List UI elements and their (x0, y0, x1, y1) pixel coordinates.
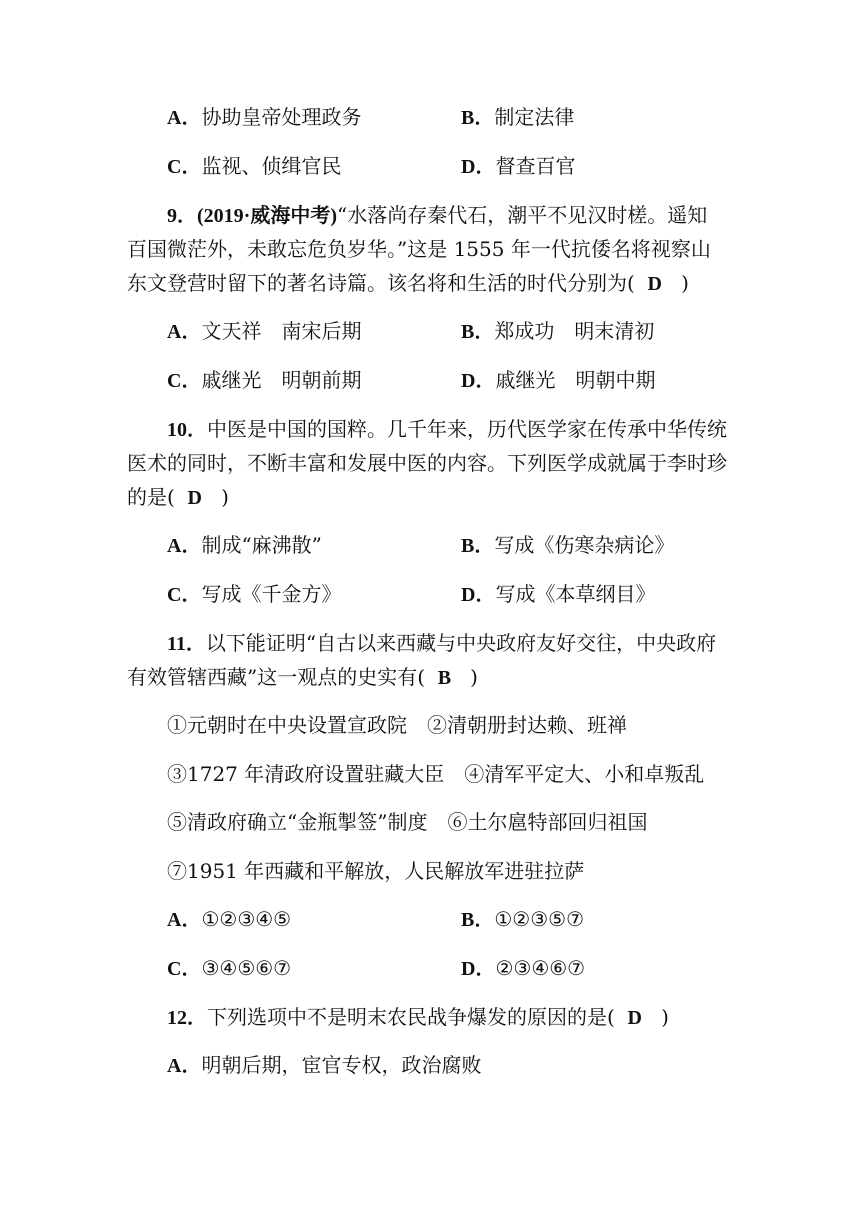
q8-option-c (167, 152, 341, 181)
option-text: 写成《千金方》 (201, 582, 342, 606)
option-text: 监视、侦缉官民 (201, 154, 342, 178)
option-label: A． (167, 535, 202, 557)
option-text: 制成“麻沸散” (201, 533, 322, 557)
option-label: C． (167, 370, 202, 392)
option-text: 明朝后期，宦官专权，政治腐败 (201, 1053, 482, 1077)
answer-letter: D (187, 487, 202, 509)
option-label: C． (167, 958, 202, 980)
option-text: 协助皇帝处理政务 (201, 105, 362, 129)
q9-option-b (461, 317, 654, 346)
list-item: ⑤清政府确立“金瓶掣签”制度 ⑥土尔扈特部回归祖国 (167, 810, 648, 834)
q9-option-a (167, 317, 361, 346)
q8-option-d (461, 152, 575, 181)
option-text: 戚继光 明朝中期 (495, 368, 656, 392)
option-label: A． (167, 321, 202, 343)
question-number: 12． (167, 1007, 207, 1029)
option-text: ③④⑤⑥⑦ (201, 956, 292, 980)
q10-option-a (167, 531, 322, 560)
q9-line-2 (127, 235, 711, 263)
option-text: 写成《本草纲目》 (495, 582, 656, 606)
question-number: 10． (167, 419, 207, 441)
q11-item-4 (167, 857, 584, 885)
q11-line-1 (167, 629, 716, 658)
option-text: 文天祥 南宋后期 (201, 319, 362, 343)
q11-item-2 (167, 760, 704, 788)
answer-letter: B (437, 667, 452, 689)
question-text-end: ) (221, 485, 229, 509)
q8-option-b (461, 103, 574, 132)
q10-option-b (461, 531, 674, 560)
q11-option-a (167, 905, 291, 934)
option-text: ②③④⑥⑦ (495, 956, 586, 980)
option-label: D． (461, 958, 496, 980)
option-text: 督查百官 (495, 154, 576, 178)
q10-option-d (461, 580, 655, 609)
question-text: 医术的同时，不断丰富和发展中医的内容。下列医学成就属于李时珍 (127, 451, 727, 475)
option-label: C． (167, 584, 202, 606)
q8-option-a (167, 103, 361, 132)
q11-line-2 (127, 663, 478, 692)
question-number: 11． (167, 633, 206, 655)
option-label: D． (461, 584, 496, 606)
question-text-end: ) (681, 271, 689, 295)
question-text: 下列选项中不是明末农民战争爆发的原因的是( (207, 1005, 615, 1029)
q10-line-3 (127, 483, 229, 512)
list-item: ③1727 年清政府设置驻藏大臣 ④清军平定大、小和卓叛乱 (167, 762, 705, 786)
q9-line-3 (127, 269, 689, 298)
question-text: 东文登营时留下的著名诗篇。该名将和生活的时代分别为( (127, 271, 635, 295)
option-label: C． (167, 156, 202, 178)
option-text: 写成《伤寒杂病论》 (494, 533, 675, 557)
q12-line-1 (167, 1003, 669, 1032)
q10-line-2 (127, 449, 727, 477)
question-text: 以下能证明“自古以来西藏与中央政府友好交往，中央政府 (205, 631, 717, 655)
answer-letter: D (627, 1007, 642, 1029)
option-label: B． (461, 909, 495, 931)
list-item: ①元朝时在中央设置宣政院 ②清朝册封达赖、班禅 (167, 713, 627, 737)
option-label: A． (167, 909, 202, 931)
option-label: D． (461, 156, 496, 178)
option-text: 制定法律 (494, 105, 575, 129)
option-label: B． (461, 321, 495, 343)
question-text: 百国微茫外，未敢忘危负岁华。”这是 1555 年一代抗倭名将视察山 (127, 237, 711, 261)
option-label: B． (461, 535, 495, 557)
option-label: B． (461, 107, 495, 129)
q11-option-c (167, 954, 291, 983)
answer-letter: D (647, 273, 662, 295)
option-label: A． (167, 1055, 202, 1077)
option-label: D． (461, 370, 496, 392)
q10-line-1 (167, 415, 727, 444)
question-text: 有效管辖西藏”这一观点的史实有( (127, 665, 426, 689)
q9-option-d (461, 366, 655, 395)
q10-option-c (167, 580, 341, 609)
question-text-end: ) (470, 665, 478, 689)
question-text: 中医是中国的国粹。几千年来，历代医学家在传承中华传统 (207, 417, 727, 441)
q9-option-c (167, 366, 361, 395)
q12-option-a (167, 1051, 481, 1080)
question-text-end: ) (661, 1005, 669, 1029)
question-text: 的是( (127, 485, 175, 509)
q9-line-1 (167, 201, 707, 230)
list-item: ⑦1951 年西藏和平解放，人民解放军进驻拉萨 (167, 859, 585, 883)
question-source: (2019·威海中考) (197, 205, 337, 227)
option-label: A． (167, 107, 202, 129)
q11-item-1 (167, 711, 627, 739)
option-text: 郑成功 明末清初 (494, 319, 655, 343)
question-text: “水落尚存秦代石，潮平不见汉时槎。遥知 (337, 203, 708, 227)
q11-option-b (461, 905, 584, 934)
question-number: 9． (167, 205, 197, 227)
q11-item-3 (167, 808, 647, 836)
q11-option-d (461, 954, 585, 983)
option-text: ①②③④⑤ (201, 907, 292, 931)
option-text: 戚继光 明朝前期 (201, 368, 362, 392)
option-text: ①②③⑤⑦ (494, 907, 584, 931)
